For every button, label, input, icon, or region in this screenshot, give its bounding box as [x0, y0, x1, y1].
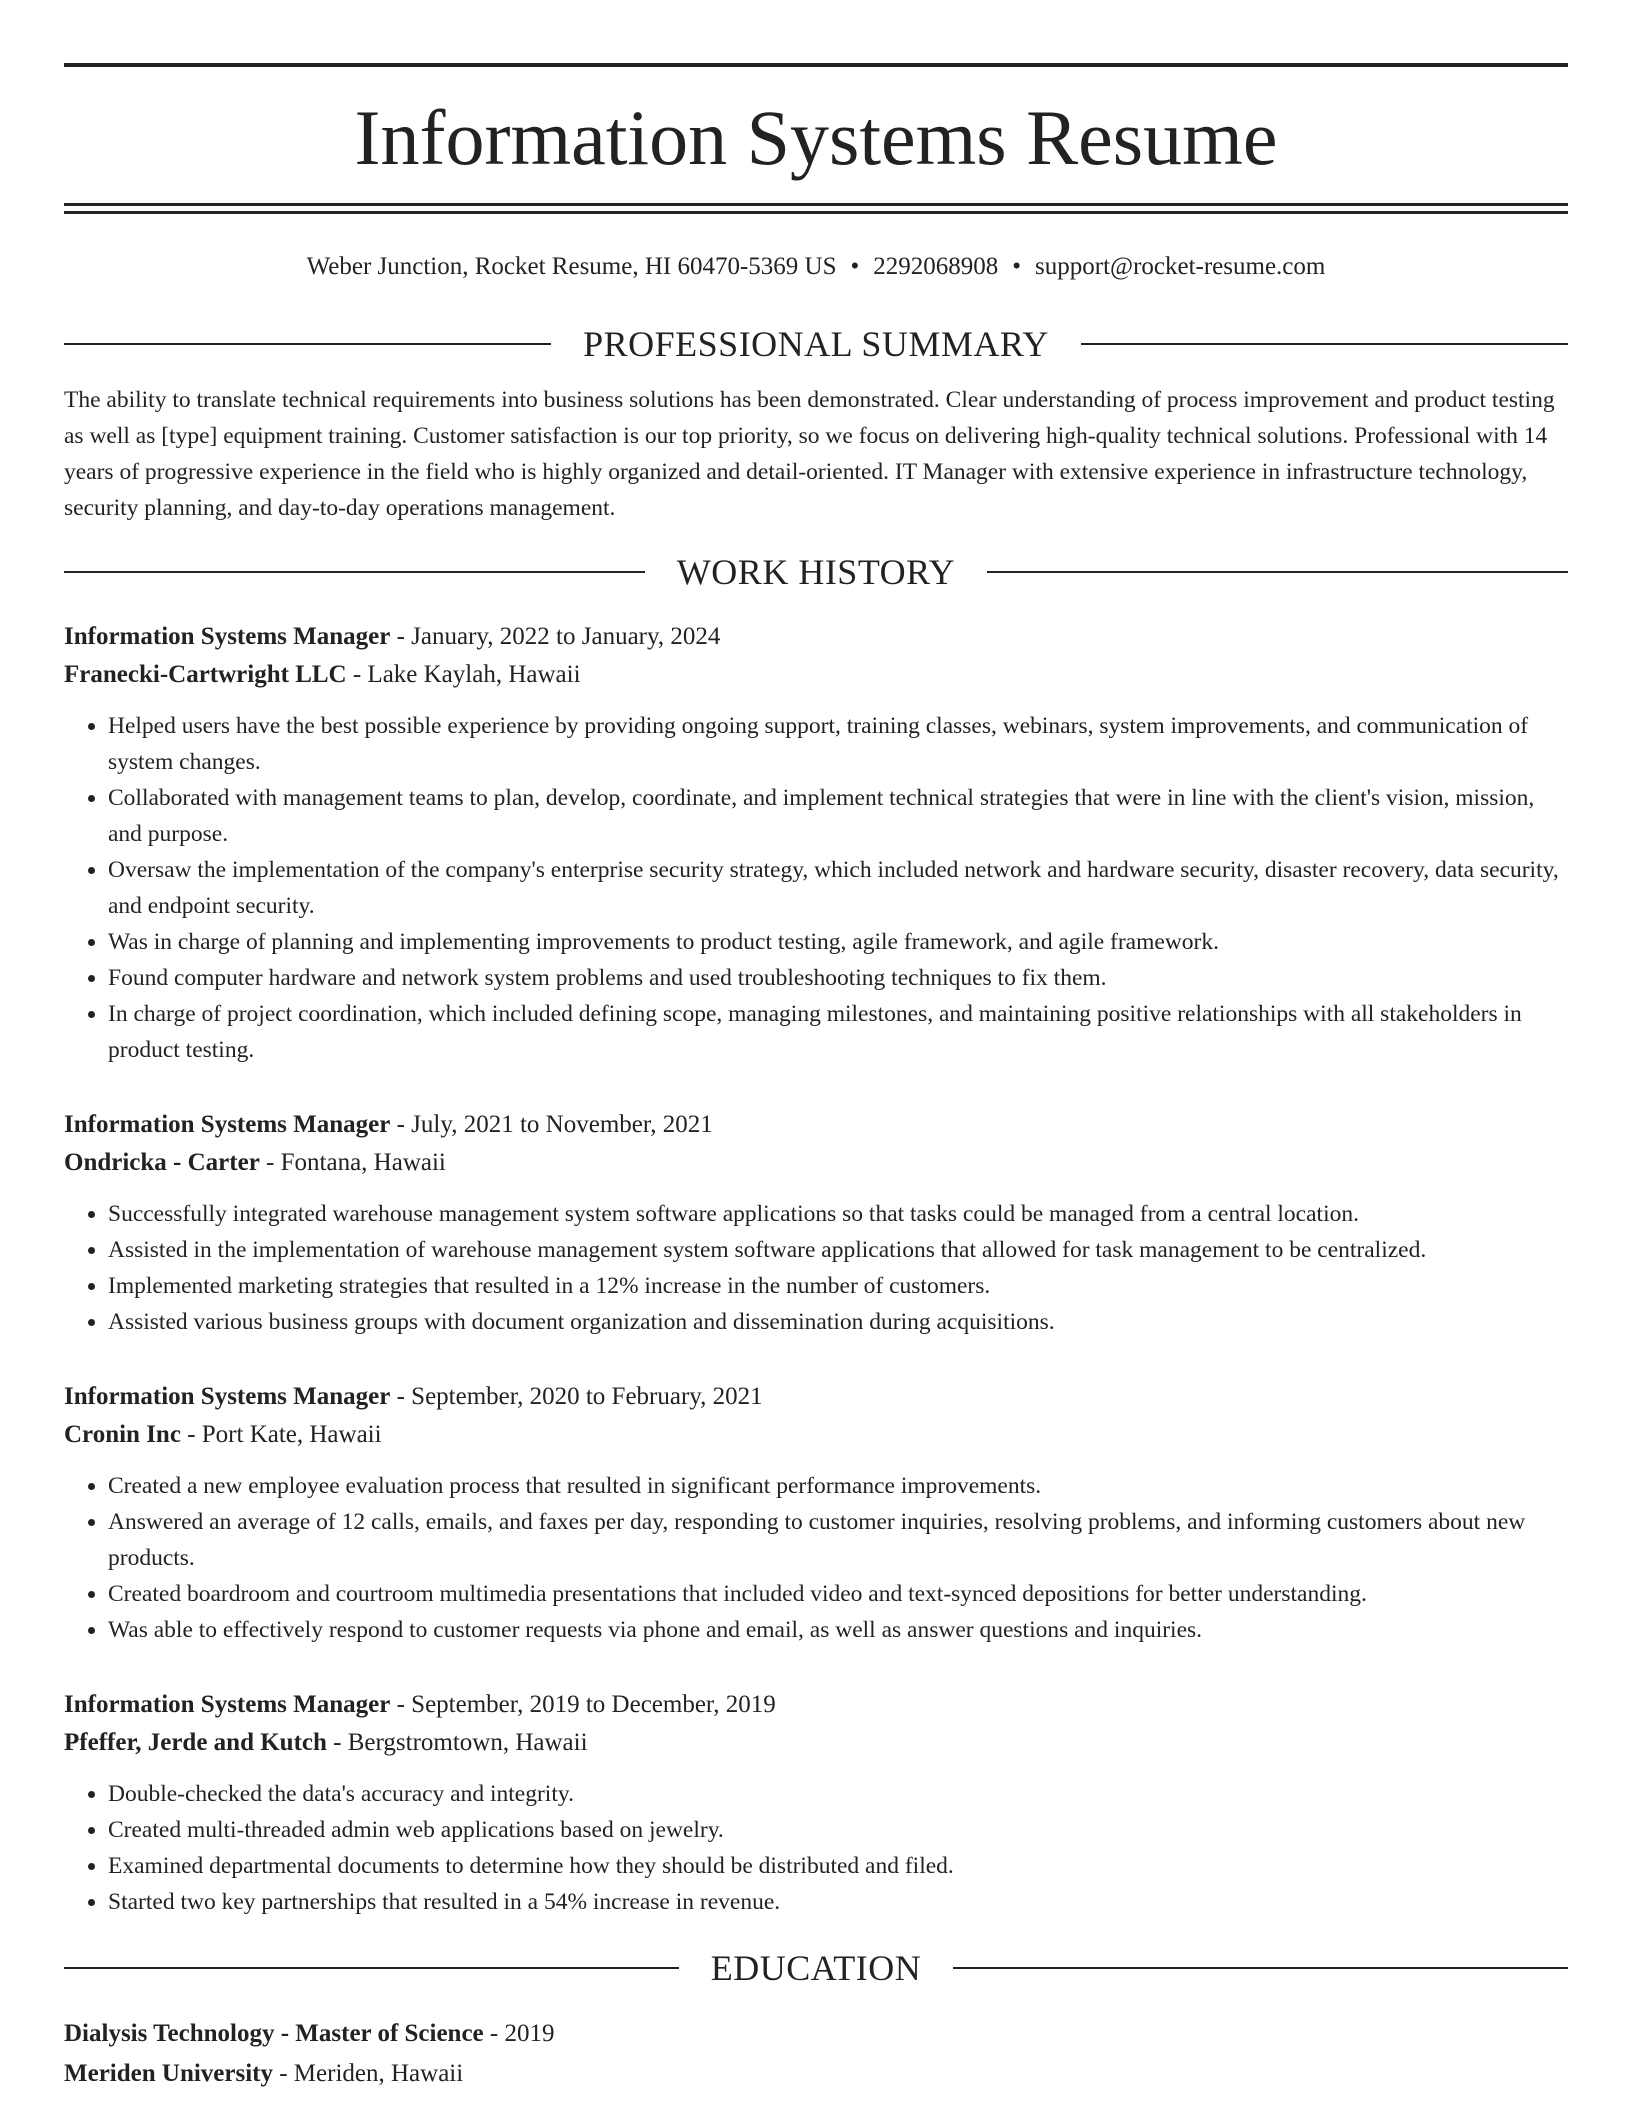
job-dates: - July, 2021 to November, 2021 [390, 1111, 713, 1138]
education-school-line [64, 2054, 1568, 2094]
job-duty-item: • Oversaw the implementation of the company's enterprise security strategy, which included network and hardware security, disaster recovery, data security, and endpoint security. [108, 852, 1568, 924]
job-duty-item: • Was able to effectively respond to customer requests via phone and email, as well as answer questions and inquiries. [108, 1612, 1568, 1648]
job-duty-item: • Was in charge of planning and implementing improvements to product testing, agile framework, and agile framework. [108, 924, 1568, 960]
contact-email: support@rocket-resume.com [1035, 253, 1326, 280]
job-title-line [64, 1378, 1568, 1416]
job-duty-item: • Created boardroom and courtroom multimedia presentations that included video and text-synced depositions for better understanding. [108, 1576, 1568, 1612]
job-duty-item: • Found computer hardware and network system problems and used troubleshooting techniques to fix them. [108, 960, 1568, 996]
summary-text: The ability to translate technical requirements into business solutions has been demonstrated. Clear understanding of process improvement and product testing as well as [type] equipment training. Customer satisfaction is our top priority, so we focus on delivering high-quality technical solutions. Professional with 14 years of progressive experience in the field who is highly organized and detail-oriented. IT Manager with extensive experience in infrastructure technology, security planning, and day-to-day operations management. [64, 387, 1555, 521]
job-duty-item: • Examined departmental documents to determine how they should be distributed and filed. [108, 1848, 1568, 1884]
job-duty-item: • Created a new employee evaluation process that resulted in significant performance improvements. [108, 1468, 1568, 1504]
job-company: Cronin Inc [64, 1421, 181, 1448]
title-double-rule [64, 203, 1568, 214]
education-entry [64, 2014, 1568, 2094]
job-location: - Port Kate, Hawaii [180, 1421, 382, 1448]
job-location: - Lake Kaylah, Hawaii [346, 661, 581, 688]
job-company-line [64, 1416, 1568, 1454]
job-title: Information Systems Manager [64, 623, 391, 650]
job-title-line [64, 1686, 1568, 1724]
contact-separator: • [850, 253, 860, 280]
job-title-line [64, 1106, 1568, 1144]
divider [64, 1967, 679, 1969]
job-company: Franecki-Cartwright LLC [64, 661, 347, 688]
job-title-line [64, 618, 1568, 656]
job-duty-item: • Assisted in the implementation of warehouse management system software applications that allowed for task management to be centralized. [108, 1232, 1568, 1268]
job-duty-item: • Collaborated with management teams to plan, develop, coordinate, and implement technical strategies that were in line with the client's vision, mission, and purpose. [108, 780, 1568, 852]
job-title: Information Systems Manager [64, 1383, 391, 1410]
job-duties-list [64, 1468, 1568, 1648]
job-company-line [64, 1144, 1568, 1182]
divider [1081, 343, 1568, 345]
job-duty-item: • Double-checked the data's accuracy and integrity. [108, 1776, 1568, 1812]
divider [64, 571, 645, 573]
job-dates: - January, 2022 to January, 2024 [390, 623, 721, 650]
education-degree-line [64, 2014, 1568, 2054]
divider [64, 343, 551, 345]
job-duty-item: • In charge of project coordination, which included defining scope, managing milestones, and maintaining positive relationships with all stakeholders in product testing. [108, 996, 1568, 1068]
divider [953, 1967, 1568, 1969]
job-company-line [64, 656, 1568, 694]
work-history-list [64, 618, 1568, 1920]
job-title: Information Systems Manager [64, 1111, 391, 1138]
contact-line [64, 250, 1568, 284]
top-rule [64, 63, 1568, 67]
work-section-header [64, 552, 1568, 592]
job-duty-item: • Successfully integrated warehouse management system software applications so that tasks could be managed from a central location. [108, 1196, 1568, 1232]
education-section-header [64, 1948, 1568, 1988]
divider [987, 571, 1568, 573]
contact-separator: • [1012, 253, 1022, 280]
job-location: - Fontana, Hawaii [259, 1149, 446, 1176]
job-duties-list [64, 1196, 1568, 1340]
education-location: - Meriden, Hawaii [272, 2060, 464, 2087]
job-duties-list [64, 708, 1568, 1068]
job-entry [64, 618, 1568, 1068]
job-duty-item: • Assisted various business groups with document organization and dissemination during acquisitions. [108, 1304, 1568, 1340]
page-title: Information Systems Resume [354, 94, 1278, 181]
contact-phone: 2292068908 [873, 253, 999, 280]
education-heading: EDUCATION [710, 1948, 922, 1988]
job-duty-item: • Implemented marketing strategies that resulted in a 12% increase in the number of customers. [108, 1268, 1568, 1304]
summary-section-header [64, 324, 1568, 364]
education-year: - 2019 [483, 2020, 555, 2047]
resume-page [64, 0, 1568, 2094]
job-duty-item: • Helped users have the best possible experience by providing ongoing support, training classes, webinars, system improvements, and communication of system changes. [108, 708, 1568, 780]
job-dates: - September, 2020 to February, 2021 [390, 1383, 763, 1410]
job-company: Pfeffer, Jerde and Kutch [64, 1729, 327, 1756]
job-company-line [64, 1724, 1568, 1762]
job-entry [64, 1106, 1568, 1340]
education-school: Meriden University [64, 2060, 273, 2087]
contact-address: Weber Junction, Rocket Resume, HI 60470-5369 US [306, 253, 837, 280]
job-company: Ondricka - Carter [64, 1149, 260, 1176]
summary-heading: PROFESSIONAL SUMMARY [583, 324, 1049, 364]
job-title: Information Systems Manager [64, 1691, 391, 1718]
job-entry [64, 1378, 1568, 1648]
job-duty-item: • Started two key partnerships that resulted in a 54% increase in revenue. [108, 1884, 1568, 1920]
education-degree: Dialysis Technology - Master of Science [64, 2020, 484, 2047]
job-entry [64, 1686, 1568, 1920]
job-dates: - September, 2019 to December, 2019 [390, 1691, 776, 1718]
job-location: - Bergstromtown, Hawaii [326, 1729, 588, 1756]
job-duty-item: • Answered an average of 12 calls, emails, and faxes per day, responding to customer inquiries, resolving problems, and informing customers about new products. [108, 1504, 1568, 1576]
job-duties-list [64, 1776, 1568, 1920]
job-duty-item: • Created multi-threaded admin web applications based on jewelry. [108, 1812, 1568, 1848]
work-heading: WORK HISTORY [676, 552, 956, 592]
